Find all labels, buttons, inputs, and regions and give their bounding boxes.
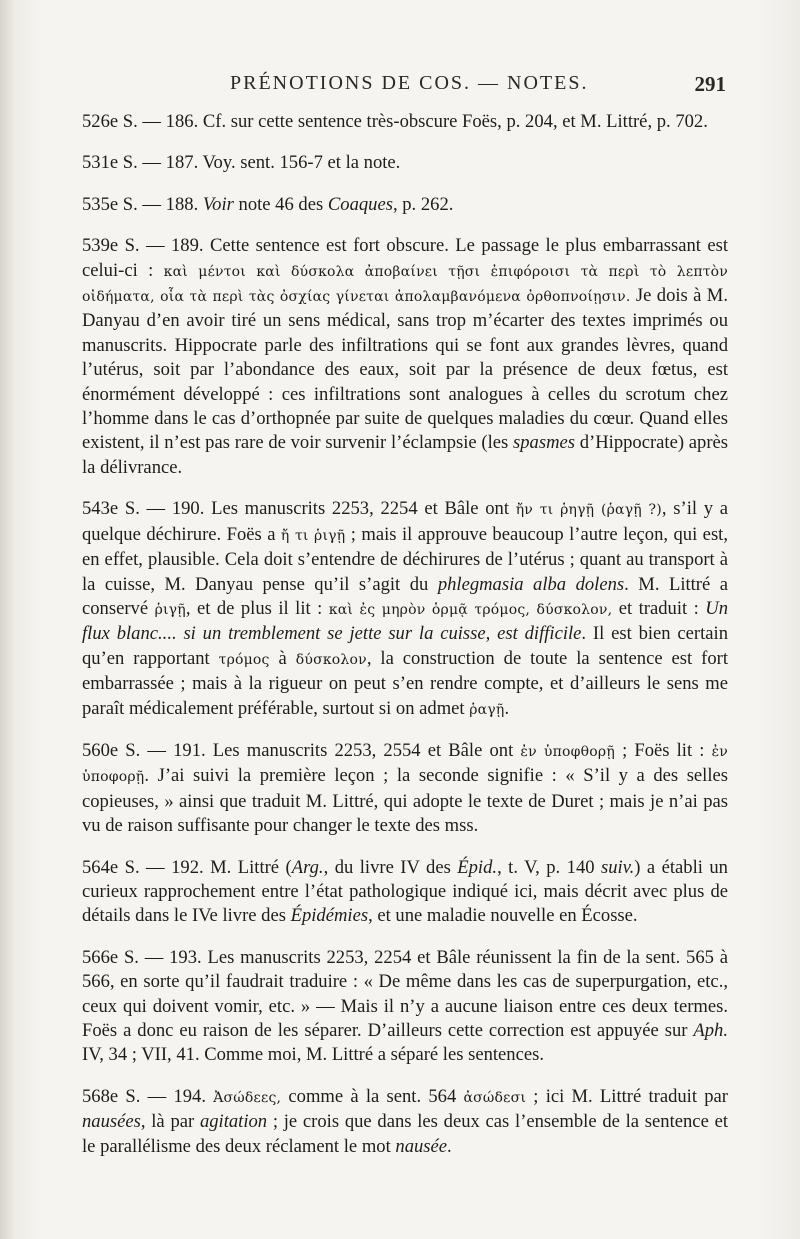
greek-text: ἐν ὑποφορῇ bbox=[82, 743, 728, 786]
note-paragraph bbox=[82, 856, 728, 929]
running-title: PRÉNOTIONS DE COS. — NOTES. bbox=[230, 72, 589, 94]
page-header bbox=[82, 70, 728, 100]
italic-text: phlegmasia alba dolens bbox=[437, 573, 625, 595]
note-text: Cette sentence est fort obscure. Le passage le plus embarrassant est celui-ci : bbox=[82, 235, 728, 281]
note-text: ; Foës lit : bbox=[614, 739, 712, 761]
note-paragraph bbox=[82, 151, 728, 175]
note-text: Cf. sur cette sentence très-obscure Foës, p. 204, et M. Littré, p. 702. bbox=[198, 111, 708, 132]
note-text: , p. 262. bbox=[392, 193, 454, 215]
note-text: . bbox=[447, 1135, 452, 1157]
note-text: ; ici M. Littré traduit par bbox=[526, 1085, 728, 1107]
note-text: , la construction de toute la sentence est fort embarrassée ; mais à la rigueur on peut s’en rendre compte, et d’ailleurs le sens me paraît médicalement préférable, surtout si on admet bbox=[82, 647, 728, 719]
note-text: et traduit : bbox=[612, 597, 706, 619]
note-reference: 564e S. — 192. bbox=[82, 856, 204, 878]
greek-text: ἤν τι ῥηγῇ (ῥαγῇ ?) bbox=[515, 502, 662, 519]
note-reference: 535e S. — 188. bbox=[82, 193, 199, 215]
note-paragraph bbox=[82, 946, 728, 1068]
note-paragraph bbox=[82, 497, 728, 722]
page-binding-shadow bbox=[0, 0, 14, 1239]
notes-body bbox=[82, 110, 728, 1176]
italic-text: Épid. bbox=[457, 856, 498, 878]
note-text: . bbox=[504, 697, 510, 719]
note-paragraph bbox=[82, 234, 728, 480]
note-reference: 539e S. — 189. bbox=[82, 235, 204, 257]
note-text: M. Littré ( bbox=[203, 856, 292, 878]
greek-text: ἐν ὑποφθορῇ bbox=[520, 743, 615, 760]
note-text: , s’il y a quelque déchirure. Foës a bbox=[82, 498, 728, 545]
note-text: . Il est bien certain qu’en rapportant bbox=[82, 623, 728, 669]
note-paragraph bbox=[82, 110, 728, 134]
note-reference: 526e S. — 186. bbox=[82, 111, 199, 132]
italic-text: Un flux blanc.... si un tremblement se jette sur la cuisse, est difficile bbox=[82, 597, 729, 645]
note-paragraph bbox=[82, 739, 728, 839]
note-text: . J’ai suivi la première leçon ; la seconde signifie : « S’il y a des selles copieuses, » ainsi que traduit M. Littré, qui adopte le texte de Duret ; mais je n’ai pas vu de raison suffisante pour changer le texte des mss. bbox=[82, 765, 728, 837]
italic-text: nausée bbox=[395, 1135, 448, 1157]
note-paragraph bbox=[82, 193, 728, 217]
italic-text: agitation bbox=[199, 1111, 268, 1133]
note-text: ; je crois que dans les deux cas l’ensemble de la sentence et le parallélisme des deux réclament le mot bbox=[82, 1111, 728, 1157]
note-text: . M. Littré a conservé bbox=[82, 573, 728, 619]
note-text: , du livre IV des bbox=[323, 856, 458, 878]
page-number: 291 bbox=[694, 72, 726, 96]
note-text: IV, 34 ; VII, 41. Comme moi, M. Littré a séparé les sentences. bbox=[82, 1044, 544, 1066]
greek-text: Ἀσώδεες, bbox=[213, 1089, 282, 1106]
note-reference: 568e S. — 194. bbox=[82, 1085, 206, 1107]
note-text: , t. V, p. 140 bbox=[497, 856, 602, 878]
greek-text: ἤ τι ῥιγῇ bbox=[280, 527, 346, 544]
italic-text: spasmes bbox=[513, 432, 575, 454]
note-text: Les manuscrits 2253, 2254 et Bâle ont bbox=[204, 498, 516, 520]
note-text: ) a établi un curieux rapprochement entre l’état pathologique indiqué ici, mais décrit avec plus de détails dans le IVe livre des bbox=[82, 856, 728, 927]
greek-text: καὶ μέντοι καὶ δύσκολα ἀποβαίνει τῇσι ἐπιφόροισι τὰ περὶ τὸ λεπτὸν οἰδήματα, οἷα τὰ περὶ τὰς ὀσχίας γίνεται ἀπολαμβανόμενα ὀρθοπνοίῃσιν. bbox=[82, 263, 728, 306]
note-text: Les manuscrits 2253, 2254 et Bâle réunissent la fin de la sent. 565 à 566, en sorte qu’il faudrait traduire : « De même dans les cas de superpurgation, etc., ceux qui doivent vomir, etc. » — Mais il n’y a aucune liaison entre ces deux termes. Foës a donc eu raison de les séparer. D’ailleurs cette correction est appuyée sur bbox=[82, 946, 728, 1041]
italic-text: Voir bbox=[202, 193, 234, 215]
note-text: à bbox=[269, 647, 296, 669]
greek-text: ἀσώδεσι bbox=[463, 1089, 527, 1106]
greek-text: καὶ ἐς μηρὸν ὁρμᾷ τρόμος, δύσκολον, bbox=[328, 601, 613, 618]
greek-text: ῥαγῇ bbox=[469, 701, 505, 718]
italic-text: Épidémies bbox=[290, 905, 369, 927]
italic-text: Aph. bbox=[693, 1020, 728, 1041]
note-text: Les manuscrits 2253, 2554 et Bâle ont bbox=[205, 739, 521, 761]
note-text: Voy. sent. 156-7 et la note. bbox=[198, 152, 401, 174]
note-text: , là par bbox=[140, 1111, 200, 1133]
note-text: Je dois à M. Danyau d’en avoir tiré un sens médical, sans trop m’écarter des textes imprimés ou manuscrits. Hippocrate parle des infiltrations qui se font aux grandes lèvres, quand l’utérus, soit par l’abondance des eaux, soit par la présence de deux fœtus, est énormément développé : ces infiltrations sont analogues à celles du scrotum chez l’homme dans le cas d’orthopnée par suite de quelques maladies du cœur. Quand elles existent, il n’est pas rare de voir survenir l’éclampsie (les bbox=[82, 285, 728, 454]
note-text: note 46 des bbox=[233, 193, 328, 215]
note-paragraph bbox=[82, 1085, 728, 1159]
note-reference: 531e S. — 187. bbox=[82, 152, 199, 174]
italic-text: Coaques bbox=[327, 193, 393, 215]
note-text: d’Hippocrate) après la délivrance. bbox=[82, 432, 728, 478]
greek-text: ῥιγῇ bbox=[154, 601, 186, 618]
greek-text: τρόμος bbox=[218, 651, 270, 668]
note-text: , et une maladie nouvelle en Écosse. bbox=[368, 905, 638, 927]
greek-text: δύσκολον bbox=[295, 651, 367, 668]
note-text: ; mais il approuve beaucoup l’autre leçon, qui est, en effet, plausible. Cela doit s’entendre de déchirures de l’utérus ; quant au transport à la cuisse, M. Danyau pense qu’il s’agit du bbox=[82, 523, 728, 595]
italic-text: nausées bbox=[82, 1111, 141, 1133]
italic-text: Arg. bbox=[291, 856, 324, 878]
note-text: comme à la sent. 564 bbox=[281, 1085, 464, 1107]
note-reference: 543e S. — 190. bbox=[82, 498, 205, 520]
note-reference: 560e S. — 191. bbox=[82, 739, 206, 761]
note-text: , et de plus il lit : bbox=[185, 597, 329, 619]
italic-text: suiv. bbox=[601, 856, 635, 878]
note-reference: 566e S. — 193. bbox=[82, 946, 202, 968]
